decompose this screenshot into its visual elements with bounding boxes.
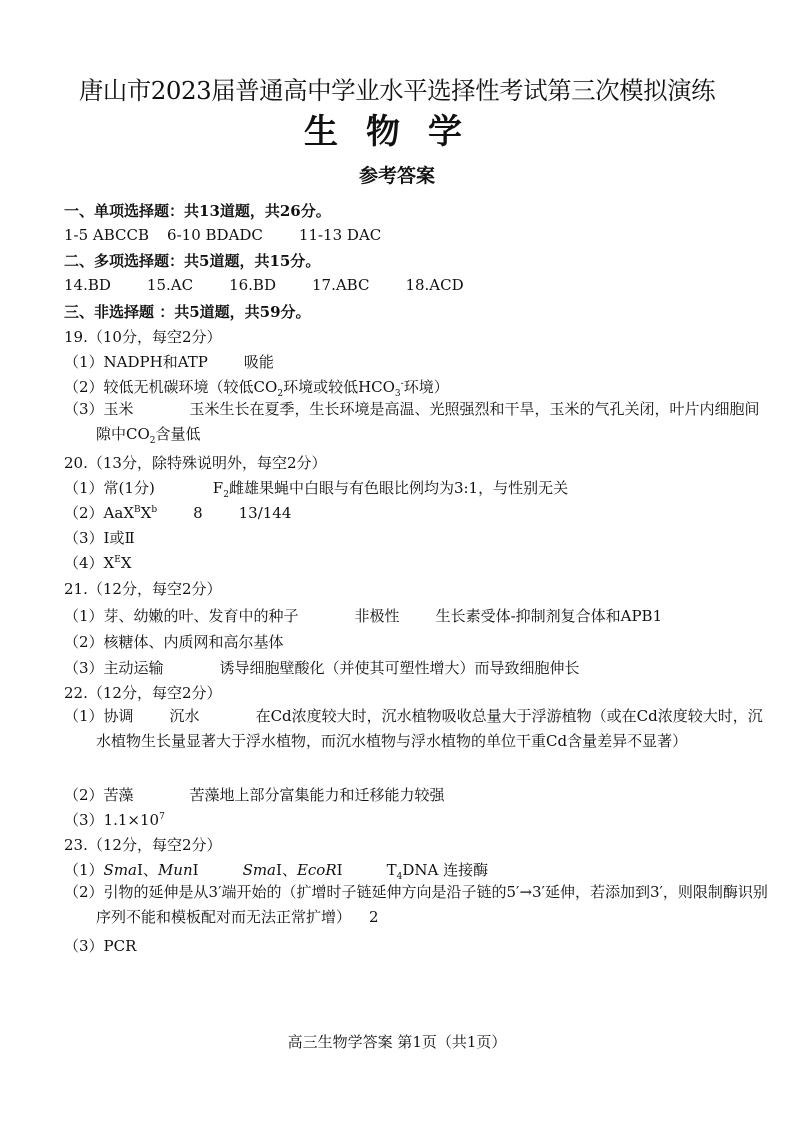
answer-text: 吸能 (243, 353, 274, 371)
q21-answer-2: （2）核糖体、内质网和高尔基体 (64, 633, 284, 651)
answer-text: 非极性 (354, 607, 400, 625)
answer-text: 2 (369, 908, 379, 926)
section-3-heading: 三、非选择题 ：共5道题，共59分。 (64, 303, 311, 321)
answer-text: （3）1.1×10 (64, 811, 160, 829)
subscript: 2 (277, 389, 284, 399)
answer-text: Ⅰ (192, 861, 199, 879)
q23-answer-2 (64, 880, 768, 930)
subscript: 2 (149, 436, 156, 446)
answer-group: 18.ACD (405, 276, 464, 294)
q23-heading: 23.（12分，每空2分） (64, 836, 222, 854)
subscript: 4 (396, 872, 403, 882)
answer-group: 14.BD (64, 276, 111, 294)
answer-text: 苦藻地上部分富集能力和迁移能力较强 (189, 786, 445, 804)
answer-text: 在Cd浓度较大时，沉水植物吸收总量大于浮游植物（或在Cd浓度较大时，沉水植物生长量显著大于浮水植物，而沉水植物与浮水植物的单位干重Cd含量差异不显著） (96, 707, 763, 750)
subscript: 2 (223, 490, 229, 500)
answer-text: （2）较低无机碳环境（较低CO (64, 378, 278, 396)
q22-answer-1 (64, 704, 768, 754)
answer-text: 诱导细胞壁酸化（并使其可塑性增大）而导致细胞伸长 (219, 659, 580, 677)
q19-answer-1 (64, 351, 274, 372)
q20-answer-4 (64, 552, 132, 573)
answer-text: （1）协调 (64, 707, 134, 725)
answer-text: T (386, 861, 397, 879)
q22-heading: 22.（12分，每空2分） (64, 684, 222, 702)
answer-group: 17.ABC (311, 276, 370, 294)
answer-group: 6-10 BDADC (167, 226, 263, 244)
answer-text: 环境） (403, 378, 449, 396)
enzyme-name: Sma (103, 861, 137, 879)
section-2-heading: 二、多项选择题：共5道题，共15分。 (64, 252, 321, 270)
enzyme-name: EcoR (296, 861, 337, 879)
answer-text: Ⅰ、 (137, 861, 158, 879)
section-1-heading: 一、单项选择题：共13道题，共26分。 (64, 202, 331, 220)
q20-answer-3: （3）Ⅰ或Ⅱ (64, 529, 135, 547)
answer-text: 沉水 (169, 707, 200, 725)
answer-text: 玉米生长在夏季，生长环境是高温、光照强烈和干旱，玉米的气孔关闭，叶片内细胞间隙中CO (96, 400, 760, 443)
q21-heading: 21.（12分，每空2分） (64, 580, 222, 598)
answer-text: 生长素受体-抑制剂复合体和APB1 (435, 607, 663, 625)
q19-answer-3 (64, 397, 768, 454)
answer-text: （3）主动运输 (64, 659, 164, 677)
answer-text: Ⅰ、 (276, 861, 297, 879)
q23-answer-1 (64, 859, 488, 882)
answer-text: 雌雄果蝇中白眼与有色眼比例均为3:1，与性别无关 (228, 479, 569, 497)
answer-text: 环境或较低HCO (283, 378, 395, 396)
answer-key-title: 参考答案 (358, 165, 435, 187)
answer-group: 16.BD (229, 276, 276, 294)
q22-answer-2 (64, 784, 445, 805)
answer-text: DNA 连接酶 (402, 861, 489, 879)
enzyme-name: Mun (157, 861, 193, 879)
answer-text: （1）芽、幼嫩的叶、发育中的种子 (64, 607, 299, 625)
answer-group: 11-13 DAC (298, 226, 382, 244)
q20-answer-1 (64, 477, 568, 500)
answer-text: 13/144 (238, 504, 292, 522)
answer-text: 8 (193, 504, 203, 522)
subscript: 3 (394, 389, 401, 399)
answer-text: X (140, 504, 152, 522)
answer-text: （2）苦藻 (64, 786, 134, 804)
q20-heading: 20.（13分，除特殊说明外，每空2分） (64, 454, 327, 472)
superscript: B (134, 505, 141, 515)
answer-text: （3）玉米 (64, 400, 134, 418)
answer-group: 15.AC (146, 276, 194, 294)
q19-heading: 19.（10分，每空2分） (64, 328, 222, 346)
answer-text: F (212, 479, 224, 497)
q21-answer-3 (64, 657, 580, 678)
answer-text: X (120, 554, 132, 572)
answer-text: （2）AaX (64, 504, 134, 522)
section-2-answers (64, 276, 464, 294)
page-footer: 高三生物学答案 第1页（共1页） (287, 1033, 507, 1051)
exam-title: 唐山市2023届普通高中学业水平选择性考试第三次模拟演练 (78, 76, 716, 105)
answer-text: （1）NADPH和ATP (64, 353, 208, 371)
q19-answer-2 (64, 376, 449, 399)
answer-text: （4）X (64, 554, 115, 572)
answer-text: （1）常(1分) (64, 479, 155, 497)
answer-text: （2）引物的延伸是从3′端开始的（扩增时子链延伸方向是沿子链的5′→3′延伸，若添加到3′，则限制酶识别序列不能和模板配对而无法正常扩增） (64, 883, 768, 926)
superscript: - (400, 379, 404, 389)
answer-text: （1） (64, 861, 104, 879)
q21-answer-1 (64, 605, 662, 626)
superscript: 7 (159, 812, 165, 822)
answer-group: 1-5 ABCCB (64, 226, 150, 244)
subject-title: 生物学 (304, 112, 490, 152)
enzyme-name: Sma (242, 861, 277, 879)
q23-answer-3: （3）PCR (64, 937, 137, 955)
answer-text: 含量低 (155, 425, 201, 443)
answer-text: Ⅰ (336, 861, 343, 879)
section-1-answers (64, 226, 381, 244)
q20-answer-2 (64, 502, 291, 523)
q22-answer-3 (64, 809, 165, 830)
superscript: E (114, 555, 121, 565)
superscript: b (151, 505, 158, 515)
